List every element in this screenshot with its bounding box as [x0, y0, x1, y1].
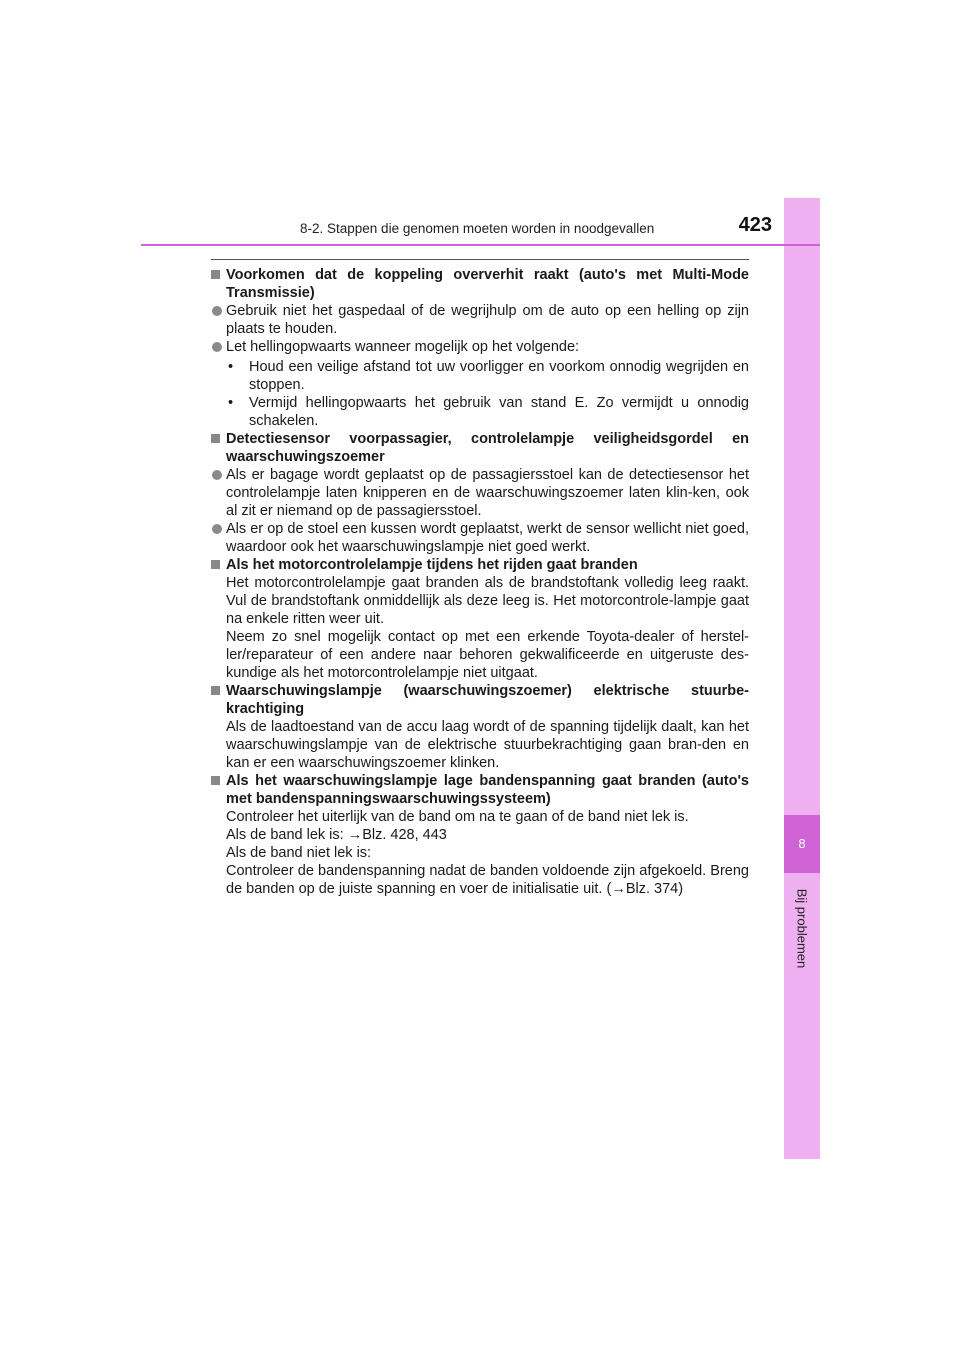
bullet-dot-icon [212, 342, 222, 352]
bullet-dot-icon [212, 470, 222, 480]
bullet-dot-icon [212, 524, 222, 534]
paragraph: Als de band lek is: →Blz. 428, 443 [226, 827, 447, 843]
heading-square-icon [211, 434, 220, 443]
page-content [211, 266, 749, 898]
paragraph: Controleer het uiterlijk van de band om na te gaan of de band niet lek is. [226, 809, 689, 825]
paragraph: Het motorcontrolelampje gaat branden als de brandstoftank volledig leeg raakt. Vul de brandstoftank onmiddellijk als deze leeg is. Het motorcontrole-lampje gaat na enkele ritten weer uit. [226, 575, 749, 627]
paragraph: Controleer de bandenspanning nadat de banden voldoende zijn afgekoeld. Breng de banden op de juiste spanning en voer de initialisatie uit. (→Blz. 374) [226, 863, 749, 897]
heading-square-icon [211, 776, 220, 785]
heading-square-icon [211, 270, 220, 279]
heading-clutch-overheat: Voorkomen dat de koppeling oververhit raakt (auto's met Multi-Mode Transmissie) [211, 266, 749, 302]
heading-square-icon [211, 686, 220, 695]
paragraph: Als de band niet lek is: [226, 845, 372, 861]
heading-square-icon [211, 560, 220, 569]
heading-engine-light: Als het motorcontrolelampje tijdens het rijden gaat branden [211, 556, 749, 574]
bullet-item: Als er op de stoel een kussen wordt geplaatst, werkt de sensor wellicht niet goed, waardoor ook het waarschuwingslampje niet goed werkt. [211, 520, 749, 556]
bullet-dot-icon [212, 306, 222, 316]
chapter-label-tab [784, 880, 820, 976]
section-title: 8-2. Stappen die genomen moeten worden in noodgevallen [300, 221, 655, 236]
heading-passenger-sensor: Detectiesensor voorpassagier, controlelampje veiligheidsgordel en waarschuwingszoemer [211, 430, 749, 466]
bullet-item: Let hellingopwaarts wanneer mogelijk op het volgende: [211, 338, 749, 356]
header-divider [141, 244, 820, 246]
content-rule [211, 259, 749, 260]
sub-bullet-item: • Vermijd hellingopwaarts het gebruik van stand E. Zo vermijdt u onnodig schakelen. [228, 395, 749, 429]
bullet-item: Gebruik niet het gaspedaal of de wegrijhulp om de auto op een helling op zijn plaats te houden. [211, 302, 749, 338]
heading-power-steering: Waarschuwingslampje (waarschuwingszoemer) elektrische stuurbe-krachtiging [211, 682, 749, 718]
paragraph: Neem zo snel mogelijk contact op met een erkende Toyota-dealer of herstel-ler/reparateur of een andere naar behoren gekwalificeerde en uitgeruste des-kundige als het motorcontrolelampje niet uitgaat. [226, 629, 749, 681]
page-number: 423 [738, 214, 772, 236]
chapter-number-tab: 8 [784, 815, 820, 873]
sub-bullet-item: • Houd een veilige afstand tot uw voorligger en voorkom onnodig wegrijden en stoppen. [228, 359, 749, 393]
chapter-side-tab [784, 198, 820, 1159]
chapter-label: Bij problemen [794, 888, 810, 968]
heading-tire-pressure: Als het waarschuwingslampje lage bandenspanning gaat branden (auto's met bandenspanningswaarschuwingssysteem) [211, 772, 749, 808]
bullet-item: Als er bagage wordt geplaatst op de passagiersstoel kan de detectiesensor het controlelampje laten knipperen en de waarschuwingszoemer laten klin-ken, ook al zit er niemand op de passagiersstoel. [211, 466, 749, 520]
paragraph: Als de laadtoestand van de accu laag wordt of de spanning tijdelijk daalt, kan het waarschuwingslampje van de elektrische stuurbekrachtiging gaan bran-den en kan er een waarschuwingszoemer klinken. [226, 719, 749, 771]
